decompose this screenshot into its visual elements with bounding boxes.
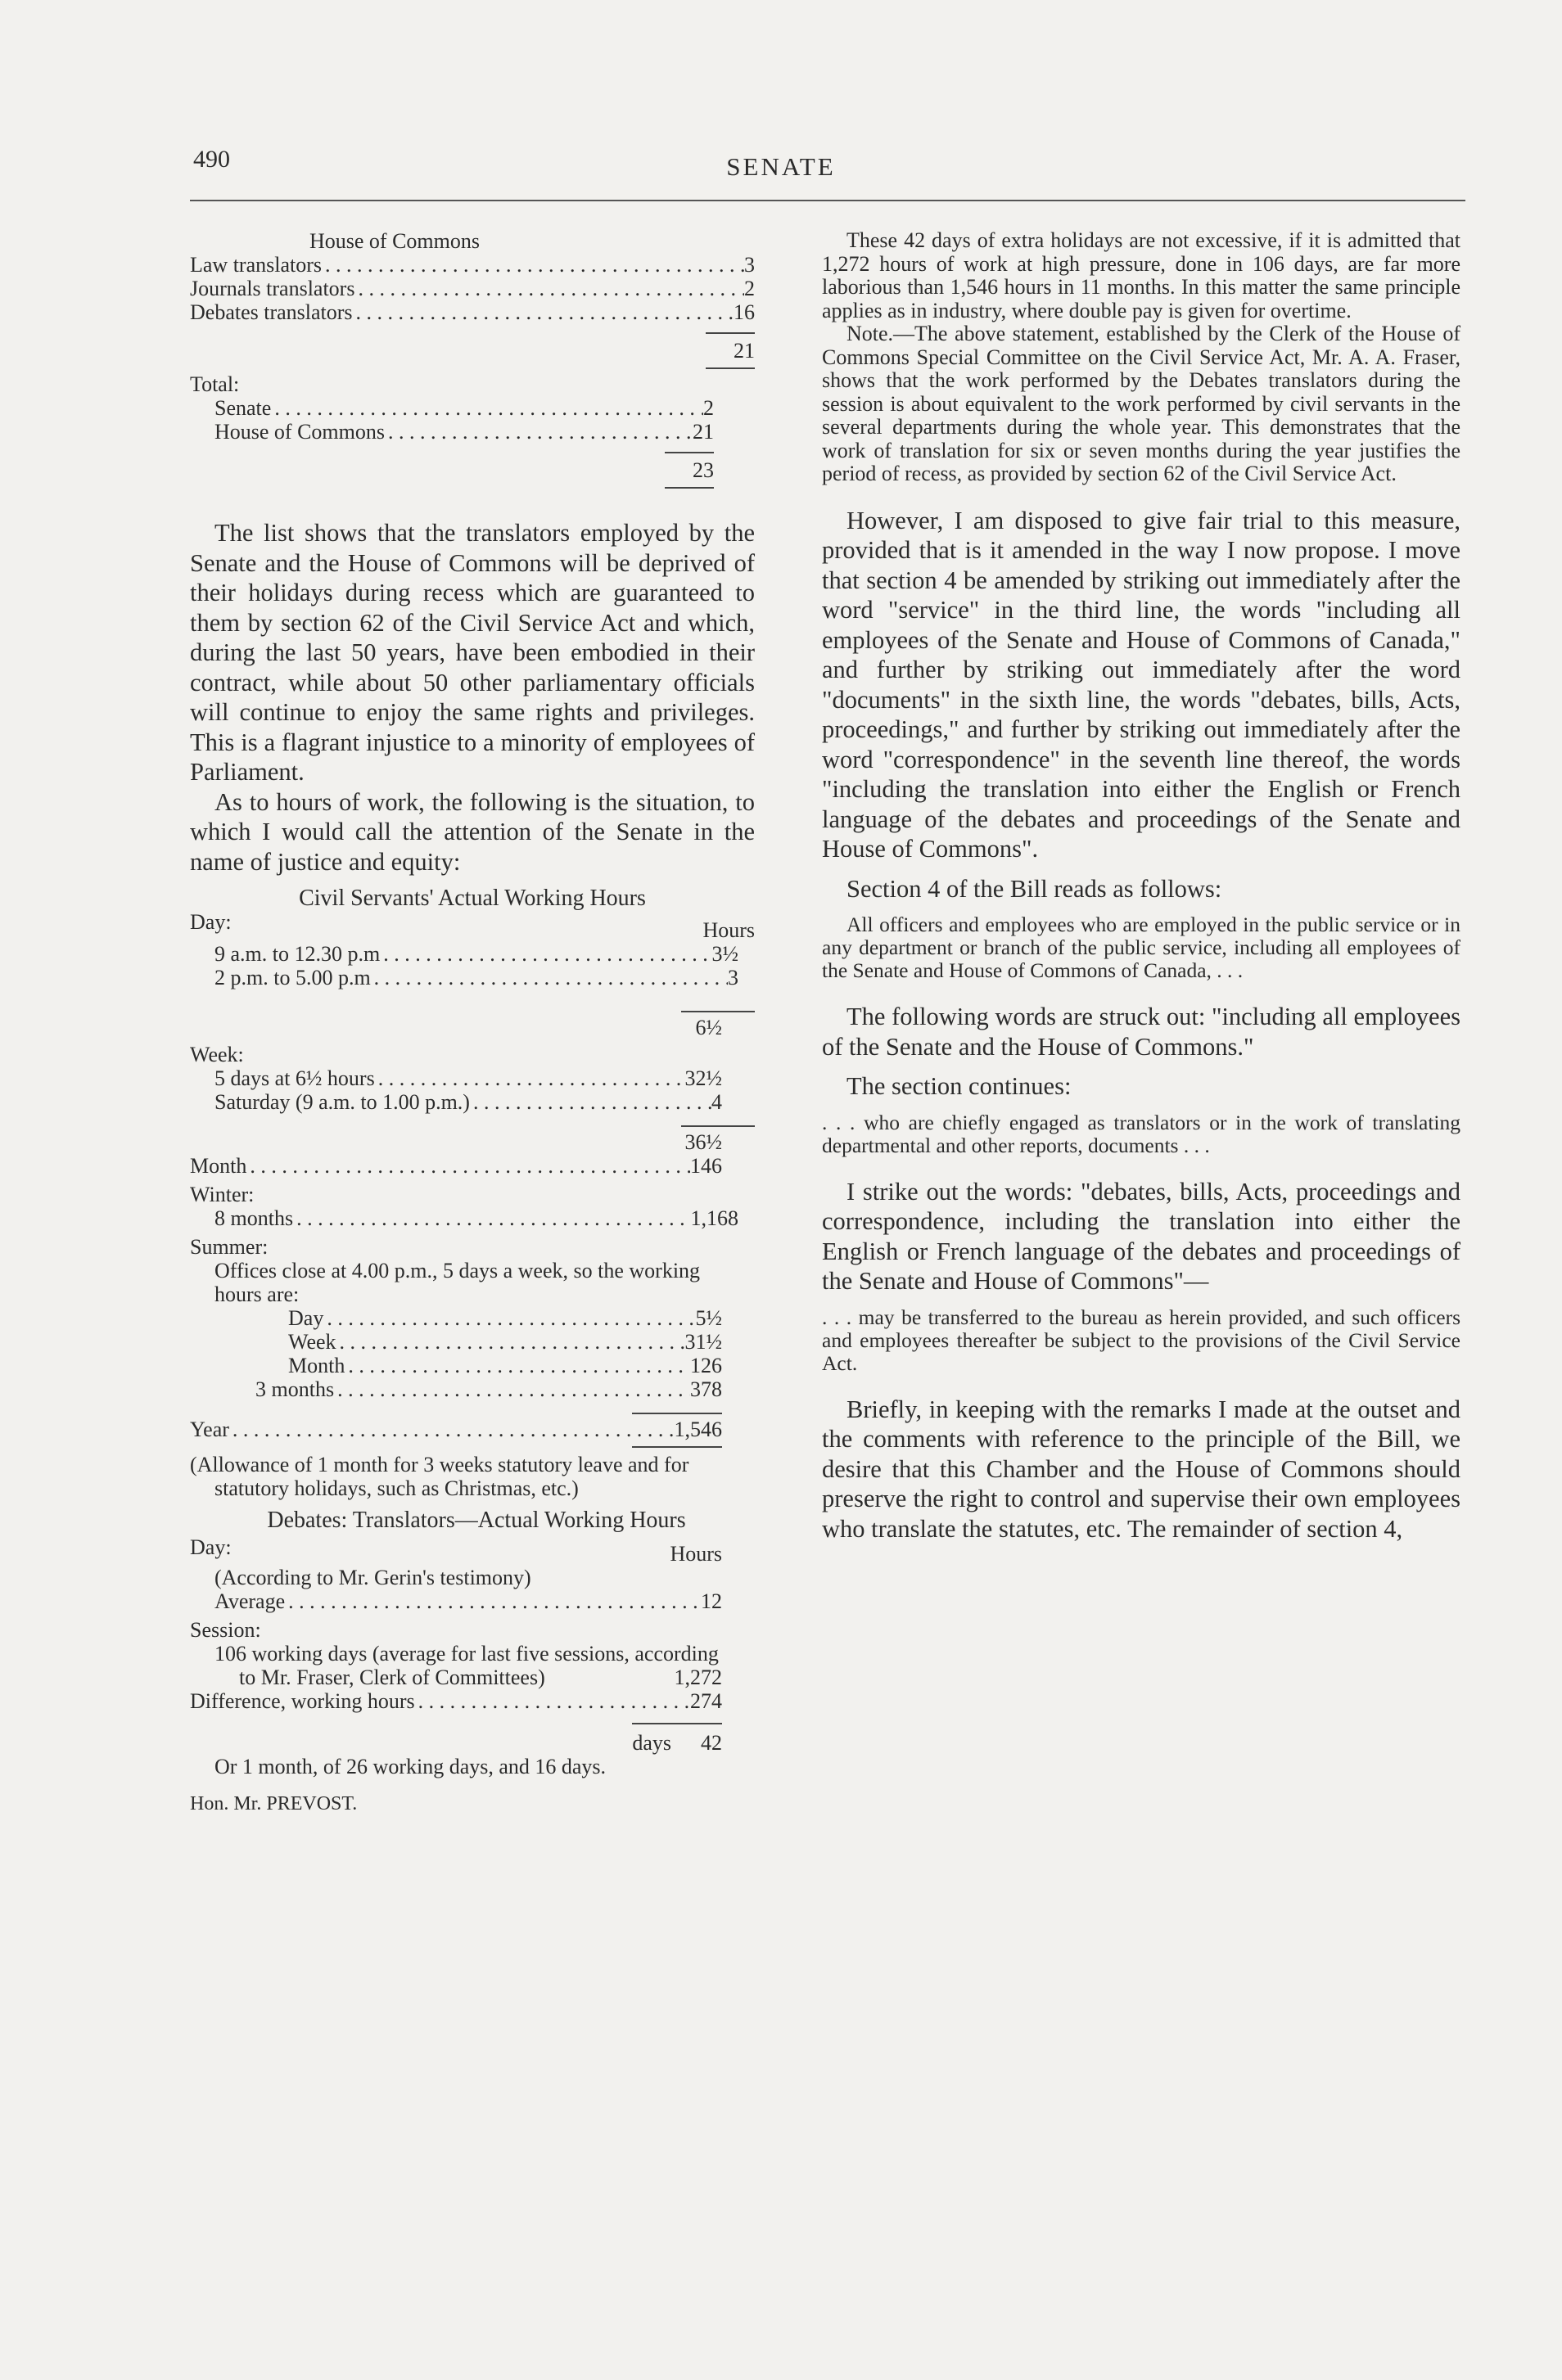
paragraph: The following words are struck out: "including all employees of the Senate and the House of Commons." bbox=[822, 1003, 1460, 1061]
paragraph: I strike out the words: "debates, bills, Acts, proceedings and correspondence, including the translation into either the English or French language of the debates and proceedings of the Senate and House of Commons"— bbox=[822, 1177, 1460, 1295]
row-value: 31½ bbox=[684, 1330, 722, 1354]
list-item bbox=[288, 1330, 722, 1354]
block-quote: All officers and employees who are employed in the public service or in any department or branch of the public service, including all employees of the Senate and House of Commons of Canada, . . . bbox=[822, 913, 1460, 982]
list-item bbox=[190, 277, 755, 300]
day-total: 6½ bbox=[695, 1016, 722, 1039]
paragraph: Briefly, in keeping with the remarks I made at the outset and the comments with reference to the principle of the Bill, we desire that this Chamber and the House of Commons should preserve the right to control and supervise their own employees who translate the statutes, etc. The remainder of section 4, bbox=[822, 1395, 1460, 1543]
session-label: Session: bbox=[190, 1618, 261, 1642]
sum-rule bbox=[681, 1011, 755, 1012]
header-rule bbox=[190, 200, 1465, 201]
row-value: 3 bbox=[744, 253, 755, 277]
right-column bbox=[822, 229, 1460, 1544]
paragraph: Note.—The above statement, established by the Clerk of the House of Commons Special Committee on the Civil Service Act, Mr. A. A. Fraser, shows that the work performed by the Debates translators during the session is about equivalent to the work performed by civil servants in the several departments during the whole year. This demonstrates that the work of translation for six or seven months during the year justifies the period of recess, as provided by section 62 of the Civil Service Act. bbox=[822, 322, 1460, 485]
testimony-note: (According to Mr. Gerin's testimony) bbox=[214, 1566, 531, 1589]
list-item bbox=[214, 1589, 722, 1613]
row-label: House of Commons bbox=[214, 420, 385, 444]
page-number: 490 bbox=[193, 146, 230, 173]
list-item bbox=[190, 1689, 722, 1713]
row-label: 8 months bbox=[214, 1206, 294, 1230]
row-label: 3 months bbox=[255, 1377, 335, 1401]
row-value: 12 bbox=[701, 1589, 722, 1613]
list-item bbox=[214, 1066, 722, 1090]
row-value: 3½ bbox=[711, 942, 738, 966]
list-item bbox=[214, 966, 738, 989]
winter-label: Winter: bbox=[190, 1183, 255, 1206]
row-value: 378 bbox=[690, 1377, 722, 1401]
list-item bbox=[190, 300, 755, 324]
commons-heading: House of Commons bbox=[309, 229, 480, 253]
row-value: 146 bbox=[690, 1154, 722, 1178]
row-value: 2 bbox=[703, 396, 714, 420]
row-value: 1,546 bbox=[674, 1418, 722, 1441]
week-total: 36½ bbox=[684, 1130, 722, 1154]
row-value: 274 bbox=[690, 1689, 722, 1713]
sum-rule bbox=[632, 1446, 722, 1448]
row-value: 126 bbox=[690, 1354, 722, 1377]
list-item bbox=[190, 1418, 722, 1441]
row-label: 5 days at 6½ hours bbox=[214, 1066, 375, 1090]
session-value: 1,272 bbox=[674, 1666, 722, 1689]
row-label: 9 a.m. to 12.30 p.m bbox=[214, 942, 381, 966]
paragraph: The list shows that the translators employed by the Senate and the House of Commons will be deprived of their holidays during recess which are guaranteed to them by section 62 of the Civil Service Act and which, during the last 50 years, have been embodied in their contract, while about 50 other parliamentary officials will continue to enjoy the same rights and privileges. This is a flagrant injustice to a minority of employees of Parliament. bbox=[190, 519, 755, 786]
row-label: Day bbox=[288, 1306, 324, 1330]
row-label: Month bbox=[288, 1354, 345, 1377]
summer-note: Offices close at 4.00 p.m., 5 days a week, so the working hours are: bbox=[214, 1259, 701, 1306]
row-label: Month bbox=[190, 1154, 247, 1178]
sum-rule bbox=[706, 332, 755, 334]
row-label: Saturday (9 a.m. to 1.00 p.m.) bbox=[214, 1090, 470, 1114]
row-label: Debates translators bbox=[190, 300, 353, 324]
day-label: Day: bbox=[190, 910, 232, 934]
hours-header: Hours bbox=[702, 918, 755, 942]
paragraph: The section continues: bbox=[846, 1072, 1072, 1100]
sum-rule bbox=[706, 367, 755, 369]
sum-rule bbox=[632, 1723, 722, 1724]
hours-header: Hours bbox=[670, 1542, 722, 1566]
row-label: Year bbox=[190, 1418, 229, 1441]
list-item bbox=[214, 942, 738, 966]
row-label: Week bbox=[288, 1330, 336, 1354]
row-value: 2 bbox=[744, 277, 755, 300]
list-item bbox=[190, 253, 755, 277]
row-value: 5½ bbox=[695, 1306, 722, 1330]
speaker-name: Hon. Mr. PREVOST. bbox=[190, 1793, 358, 1814]
row-value: 3 bbox=[728, 966, 738, 989]
day-label: Day: bbox=[190, 1535, 232, 1559]
paragraph: Section 4 of the Bill reads as follows: bbox=[846, 874, 1222, 903]
sum-rule bbox=[632, 1413, 722, 1414]
list-item bbox=[214, 1206, 738, 1230]
allowance-note: (Allowance of 1 month for 3 weeks statutory leave and for statutory holidays, such as Christmas, etc.) bbox=[190, 1453, 689, 1500]
grand-total: 23 bbox=[693, 458, 714, 482]
days-label: days bbox=[632, 1731, 671, 1755]
row-value: 32½ bbox=[684, 1066, 722, 1090]
left-column bbox=[190, 229, 779, 1815]
days-value: 42 bbox=[701, 1731, 722, 1755]
sum-rule bbox=[665, 452, 714, 453]
month-note: Or 1 month, of 26 working days, and 16 days. bbox=[214, 1755, 607, 1778]
row-value: 21 bbox=[693, 420, 714, 444]
paragraph: As to hours of work, the following is the situation, to which I would call the attention of the Senate in the name of justice and equity: bbox=[190, 787, 755, 876]
list-item bbox=[190, 1154, 722, 1178]
table-title: Civil Servants' Actual Working Hours bbox=[299, 886, 646, 911]
row-value: 4 bbox=[711, 1090, 722, 1114]
row-label: Senate bbox=[214, 396, 272, 420]
list-item bbox=[288, 1306, 722, 1330]
list-item bbox=[255, 1377, 722, 1401]
list-item bbox=[214, 1090, 722, 1114]
row-value: 16 bbox=[734, 300, 755, 324]
table-title: Debates: Translators—Actual Working Hours bbox=[267, 1508, 686, 1533]
row-label: Average bbox=[214, 1589, 286, 1613]
paragraph: However, I am disposed to give fair trial to this measure, provided that is it amended in the way I now propose. I move that section 4 be amended by striking out immediately after the word "service" in the third line, the words "including all employees of the Senate and House of Commons of Canada," and further by striking out immediately after the word "documents" in the sixth line, the words "debates, bills, Acts, proceedings," and further by striking out immediately after the word "correspondence" in the seventh line thereof, the words "including the translation into either the English or French language of the debates and proceedings of the Senate and House of Commons". bbox=[822, 506, 1460, 863]
summer-label: Summer: bbox=[190, 1235, 269, 1259]
sum-rule bbox=[681, 1125, 755, 1127]
row-label: Difference, working hours bbox=[190, 1689, 415, 1713]
total-label: Total: bbox=[190, 372, 240, 396]
list-item bbox=[288, 1354, 722, 1377]
row-value: 1,168 bbox=[690, 1206, 738, 1230]
commons-total: 21 bbox=[734, 339, 755, 363]
block-quote: . . . who are chiefly engaged as translators or in the work of translating departmental and other reports, documents . . . bbox=[822, 1110, 1460, 1157]
row-label: Journals translators bbox=[190, 277, 355, 300]
list-item bbox=[214, 420, 714, 444]
block-quote: . . . may be transferred to the bureau as herein provided, and such officers and employees thereafter be subject to the provisions of the Civil Service Act. bbox=[822, 1305, 1460, 1375]
row-label: 2 p.m. to 5.00 p.m bbox=[214, 966, 371, 989]
week-label: Week: bbox=[190, 1043, 244, 1066]
list-item bbox=[214, 396, 714, 420]
running-title: SENATE bbox=[726, 152, 836, 181]
row-label: Law translators bbox=[190, 253, 323, 277]
session-text: 106 working days (average for last five sessions, according to Mr. Fraser, Clerk of Committees) bbox=[214, 1642, 719, 1689]
paragraph: These 42 days of extra holidays are not excessive, if it is admitted that 1,272 hours of work at high pressure, done in 106 days, are far more laborious than 1,546 hours in 11 months. In this matter the same principle applies as in industry, where double pay is given for overtime. bbox=[822, 228, 1460, 322]
